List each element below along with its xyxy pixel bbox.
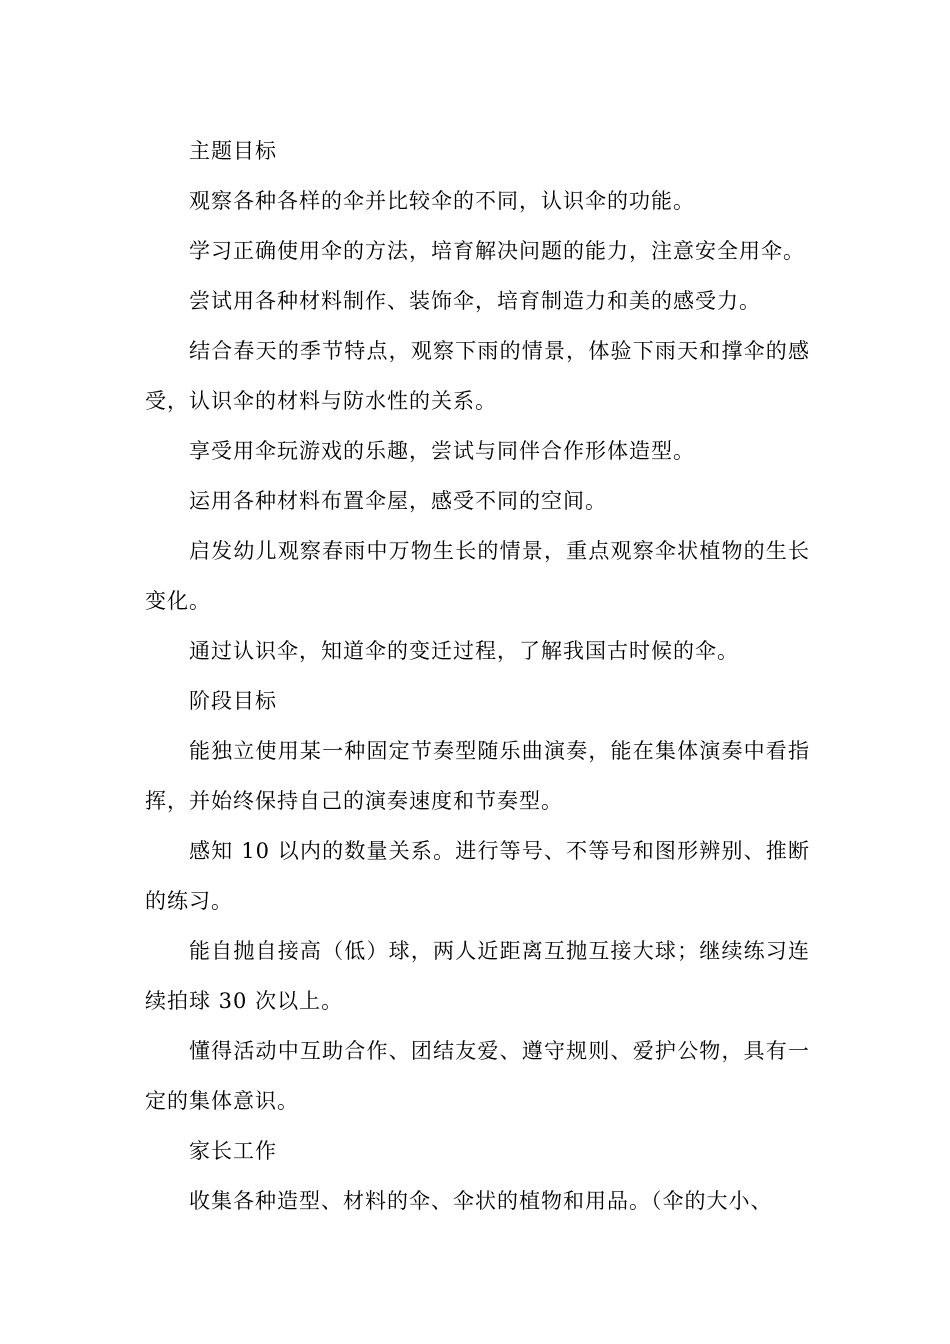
paragraph: 享受用伞玩游戏的乐趣，尝试与同伴合作形体造型。 [189, 439, 695, 463]
paragraph: 观察各种各样的伞并比较伞的不同，认识伞的功能。 [189, 189, 695, 213]
paragraph: 懂得活动中互助合作、团结友爱、遵守规则、爱护公物，具有一定的集体意识。 [145, 1039, 810, 1113]
paragraph: 运用各种材料布置伞屋，感受不同的空间。 [189, 489, 607, 513]
paragraph: 收集各种造型、材料的伞、伞状的植物和用品。（伞的大小、 [189, 1189, 773, 1213]
paragraph: 启发幼儿观察春雨中万物生长的情景，重点观察伞状植物的生长变化。 [145, 539, 810, 613]
paragraph: 尝试用各种材料制作、装饰伞，培育制造力和美的感受力。 [189, 289, 761, 313]
paragraph: 结合春天的季节特点，观察下雨的情景，体验下雨天和撑伞的感受，认识伞的材料与防水性的关系。 [145, 339, 810, 413]
document-body [145, 126, 810, 1226]
paragraph: 学习正确使用伞的方法，培育解决问题的能力，注意安全用伞。 [189, 239, 805, 263]
paragraph: 感知 10 以内的数量关系。进行等号、不等号和图形辨别、推断的练习。 [145, 839, 810, 913]
paragraph: 能独立使用某一种固定节奏型随乐曲演奏，能在集体演奏中看指挥，并始终保持自己的演奏速度和节奏型。 [145, 739, 810, 813]
section-heading-theme-goals: 主题目标 [189, 139, 277, 163]
section-heading-parent-work: 家长工作 [189, 1139, 277, 1163]
paragraph: 通过认识伞，知道伞的变迁过程，了解我国古时候的伞。 [189, 639, 739, 663]
paragraph: 能自抛自接高（低）球，两人近距离互抛互接大球；继续练习连续拍球 30 次以上。 [145, 939, 810, 1013]
section-heading-stage-goals: 阶段目标 [189, 689, 277, 713]
